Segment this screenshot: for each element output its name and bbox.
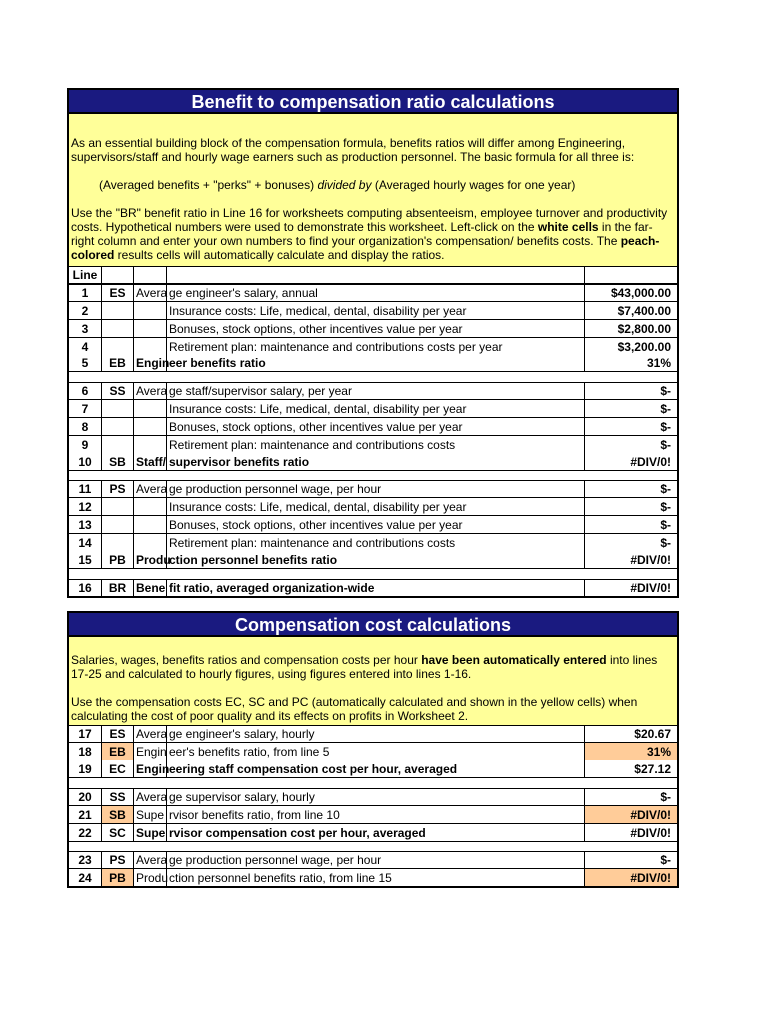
row-value-cell[interactable]: #DIV/0!	[585, 551, 677, 569]
row-top-border	[67, 480, 679, 481]
row-value-cell[interactable]: $-	[585, 534, 677, 552]
row-label: ge staff/supervisor salary, per year	[167, 382, 585, 400]
row-label: ction personnel benefits ratio	[167, 551, 585, 569]
row-code: SS	[102, 788, 134, 806]
row-gap	[67, 778, 679, 788]
row-value-cell[interactable]: $2,800.00	[585, 320, 677, 338]
row-label: ge production personnel wage, per hour	[167, 851, 585, 869]
table-row	[67, 516, 679, 534]
table-row	[67, 551, 679, 569]
table-row	[67, 788, 679, 806]
table-row	[67, 579, 679, 597]
row-value-cell[interactable]: $-	[585, 851, 677, 869]
line-number: 17	[69, 725, 102, 743]
table-row	[67, 382, 679, 400]
row-label: ge engineer's salary, hourly	[167, 725, 585, 743]
row-label-prefix: Avera	[134, 284, 167, 302]
row-code: PB	[102, 869, 134, 887]
row-top-border	[67, 788, 679, 789]
row-value-cell[interactable]: $-	[585, 480, 677, 498]
row-gap	[67, 372, 679, 382]
row-label: rvisor benefits ratio, from line 10	[167, 806, 585, 824]
line-number: 2	[69, 302, 102, 320]
row-value-cell[interactable]: $-	[585, 382, 677, 400]
row-code: EB	[102, 743, 134, 761]
row-value-cell[interactable]: $-	[585, 788, 677, 806]
row-label-prefix: Avera	[134, 480, 167, 498]
table-row	[67, 354, 679, 372]
row-label-prefix	[134, 302, 167, 320]
row-label-prefix: Engin	[134, 743, 167, 761]
line-number: 9	[69, 436, 102, 454]
row-label-prefix: Supe	[134, 824, 167, 842]
row-code	[102, 320, 134, 338]
table-row	[67, 760, 679, 778]
row-value-cell[interactable]: #DIV/0!	[585, 806, 677, 824]
table-row	[67, 869, 679, 887]
table-row	[67, 400, 679, 418]
row-label-prefix	[134, 534, 167, 552]
row-top-border	[67, 725, 679, 726]
section2-title: Compensation cost calculations	[67, 611, 679, 637]
row-code: PS	[102, 851, 134, 869]
row-label: Bonuses, stock options, other incentives value per year	[167, 516, 585, 534]
row-label-prefix: Supe	[134, 806, 167, 824]
row-value-cell[interactable]: $-	[585, 498, 677, 516]
row-label-prefix	[134, 320, 167, 338]
table-bottom-border	[67, 596, 679, 598]
row-label: supervisor benefits ratio	[167, 453, 585, 471]
line-number: 24	[69, 869, 102, 887]
line-header: Line	[69, 267, 102, 284]
row-gap	[67, 569, 679, 579]
intro2-paragraph-1: Salaries, wages, benefits ratios and compensation costs per hour have been automatically entered into lines 17-25 and calculated to hourly figures, using figures entered into lines 1-16.	[71, 653, 658, 681]
row-label: Insurance costs: Life, medical, dental, disability per year	[167, 400, 585, 418]
row-label-prefix: Produ	[134, 551, 167, 569]
row-label: Insurance costs: Life, medical, dental, disability per year	[167, 498, 585, 516]
line-number: 12	[69, 498, 102, 516]
line-number: 19	[69, 760, 102, 778]
row-label-prefix	[134, 436, 167, 454]
row-value-cell[interactable]: #DIV/0!	[585, 869, 677, 887]
line-number: 18	[69, 743, 102, 761]
row-code: EB	[102, 354, 134, 372]
row-code: BR	[102, 579, 134, 597]
row-value-cell[interactable]: $-	[585, 436, 677, 454]
line-number: 13	[69, 516, 102, 534]
row-code: ES	[102, 284, 134, 302]
table-row	[67, 418, 679, 436]
line-number: 21	[69, 806, 102, 824]
row-value-cell[interactable]: $-	[585, 516, 677, 534]
row-label-prefix	[134, 400, 167, 418]
row-label: fit ratio, averaged organization-wide	[167, 579, 585, 597]
line-number: 6	[69, 382, 102, 400]
row-label: ge supervisor salary, hourly	[167, 788, 585, 806]
line-number: 10	[69, 453, 102, 471]
formula-line: (Averaged benefits + "perks" + bonuses) divided by (Averaged hourly wages for one year)	[99, 178, 576, 192]
section2-intro	[67, 637, 679, 725]
line-number: 5	[69, 354, 102, 372]
row-label-prefix: Engin	[134, 760, 167, 778]
row-value-cell[interactable]: $-	[585, 400, 677, 418]
row-value-cell[interactable]: #DIV/0!	[585, 453, 677, 471]
line-number: 23	[69, 851, 102, 869]
table-row	[67, 725, 679, 743]
table-row	[67, 320, 679, 338]
row-value-cell[interactable]: $7,400.00	[585, 302, 677, 320]
row-code: EC	[102, 760, 134, 778]
row-value-cell[interactable]: 31%	[585, 354, 677, 372]
line-number: 11	[69, 480, 102, 498]
row-label: eer's benefits ratio, from line 5	[167, 743, 585, 761]
row-gap	[67, 471, 679, 480]
line-number: 8	[69, 418, 102, 436]
row-label-prefix: Avera	[134, 788, 167, 806]
line-number: 15	[69, 551, 102, 569]
line-number: 4	[69, 338, 102, 356]
table-row	[67, 453, 679, 471]
row-label: Bonuses, stock options, other incentives value per year	[167, 418, 585, 436]
table-bottom-border	[67, 886, 679, 888]
line-header-row	[67, 266, 679, 284]
row-code	[102, 498, 134, 516]
row-label-prefix: Avera	[134, 725, 167, 743]
row-label: eering staff compensation cost per hour, averaged	[167, 760, 585, 778]
line-number: 16	[69, 579, 102, 597]
table-row	[67, 284, 679, 302]
line-number: 3	[69, 320, 102, 338]
row-label: ge production personnel wage, per hour	[167, 480, 585, 498]
row-label-prefix: Avera	[134, 851, 167, 869]
row-label: Retirement plan: maintenance and contributions costs	[167, 534, 585, 552]
row-value-cell[interactable]: $27.12	[585, 760, 677, 778]
section1-title: Benefit to compensation ratio calculations	[67, 88, 679, 114]
row-label-prefix	[134, 516, 167, 534]
row-gap	[67, 842, 679, 851]
row-code	[102, 436, 134, 454]
intro2-paragraph-2: Use the compensation costs EC, SC and PC (automatically calculated and shown in the yellow cells) when calculating the cost of poor quality and its effects on profits in Worksheet 2.	[71, 695, 638, 723]
row-code: PS	[102, 480, 134, 498]
row-label: ge engineer's salary, annual	[167, 284, 585, 302]
table-row	[67, 534, 679, 552]
row-value-cell[interactable]: 31%	[585, 743, 677, 761]
table-row	[67, 480, 679, 498]
row-label: ction personnel benefits ratio, from line 15	[167, 869, 585, 887]
row-label-prefix: Produ	[134, 869, 167, 887]
row-label-prefix	[134, 498, 167, 516]
row-top-border	[67, 284, 679, 285]
row-label-prefix: Engin	[134, 354, 167, 372]
row-top-border	[67, 851, 679, 852]
row-code	[102, 302, 134, 320]
row-top-border	[67, 579, 679, 580]
table-row	[67, 302, 679, 320]
row-code: PB	[102, 551, 134, 569]
intro-paragraph-3: Use the "BR" benefit ratio in Line 16 for worksheets computing absenteeism, employee turnover and productivity costs. Hypothetical numbers were used to demonstrate this worksheet. Left-click on the white cells in the far-right column and enter your own numbers to find your organization's compensation/ benefits costs. The peach-colored results cells will automatically calculate and display the ratios.	[71, 206, 668, 262]
row-label-prefix	[134, 418, 167, 436]
row-code: SB	[102, 453, 134, 471]
row-label: Retirement plan: maintenance and contributions costs per year	[167, 338, 585, 356]
row-code: SB	[102, 806, 134, 824]
row-value-cell[interactable]: $20.67	[585, 725, 677, 743]
line-number: 14	[69, 534, 102, 552]
line-number: 7	[69, 400, 102, 418]
table-row	[67, 851, 679, 869]
row-code: SC	[102, 824, 134, 842]
row-label: eer benefits ratio	[167, 354, 585, 372]
row-code	[102, 534, 134, 552]
row-value-cell[interactable]: #DIV/0!	[585, 824, 677, 842]
row-label: Insurance costs: Life, medical, dental, disability per year	[167, 302, 585, 320]
row-label-prefix: Avera	[134, 382, 167, 400]
line-number: 1	[69, 284, 102, 302]
row-label: Bonuses, stock options, other incentives value per year	[167, 320, 585, 338]
row-value-cell[interactable]: $3,200.00	[585, 338, 677, 356]
table-row	[67, 436, 679, 454]
section1-intro	[67, 114, 679, 266]
row-label: rvisor compensation cost per hour, averaged	[167, 824, 585, 842]
table-row	[67, 743, 679, 761]
table-row	[67, 498, 679, 516]
row-code: ES	[102, 725, 134, 743]
row-value-cell[interactable]: $43,000.00	[585, 284, 677, 302]
row-code	[102, 418, 134, 436]
line-number: 20	[69, 788, 102, 806]
row-code	[102, 516, 134, 534]
row-top-border	[67, 382, 679, 383]
row-label-prefix: Bene	[134, 579, 167, 597]
line-number: 22	[69, 824, 102, 842]
intro-paragraph-1: As an essential building block of the compensation formula, benefits ratios will differ among Engineering, supervisors/staff and hourly wage earners such as production personnel. The basic formula for all three is:	[71, 136, 635, 164]
table-row	[67, 824, 679, 842]
row-code	[102, 400, 134, 418]
row-label: Retirement plan: maintenance and contributions costs	[167, 436, 585, 454]
row-label-prefix: Staff/	[134, 453, 167, 471]
row-value-cell[interactable]: $-	[585, 418, 677, 436]
row-value-cell[interactable]: #DIV/0!	[585, 579, 677, 597]
row-code: SS	[102, 382, 134, 400]
table-row	[67, 806, 679, 824]
